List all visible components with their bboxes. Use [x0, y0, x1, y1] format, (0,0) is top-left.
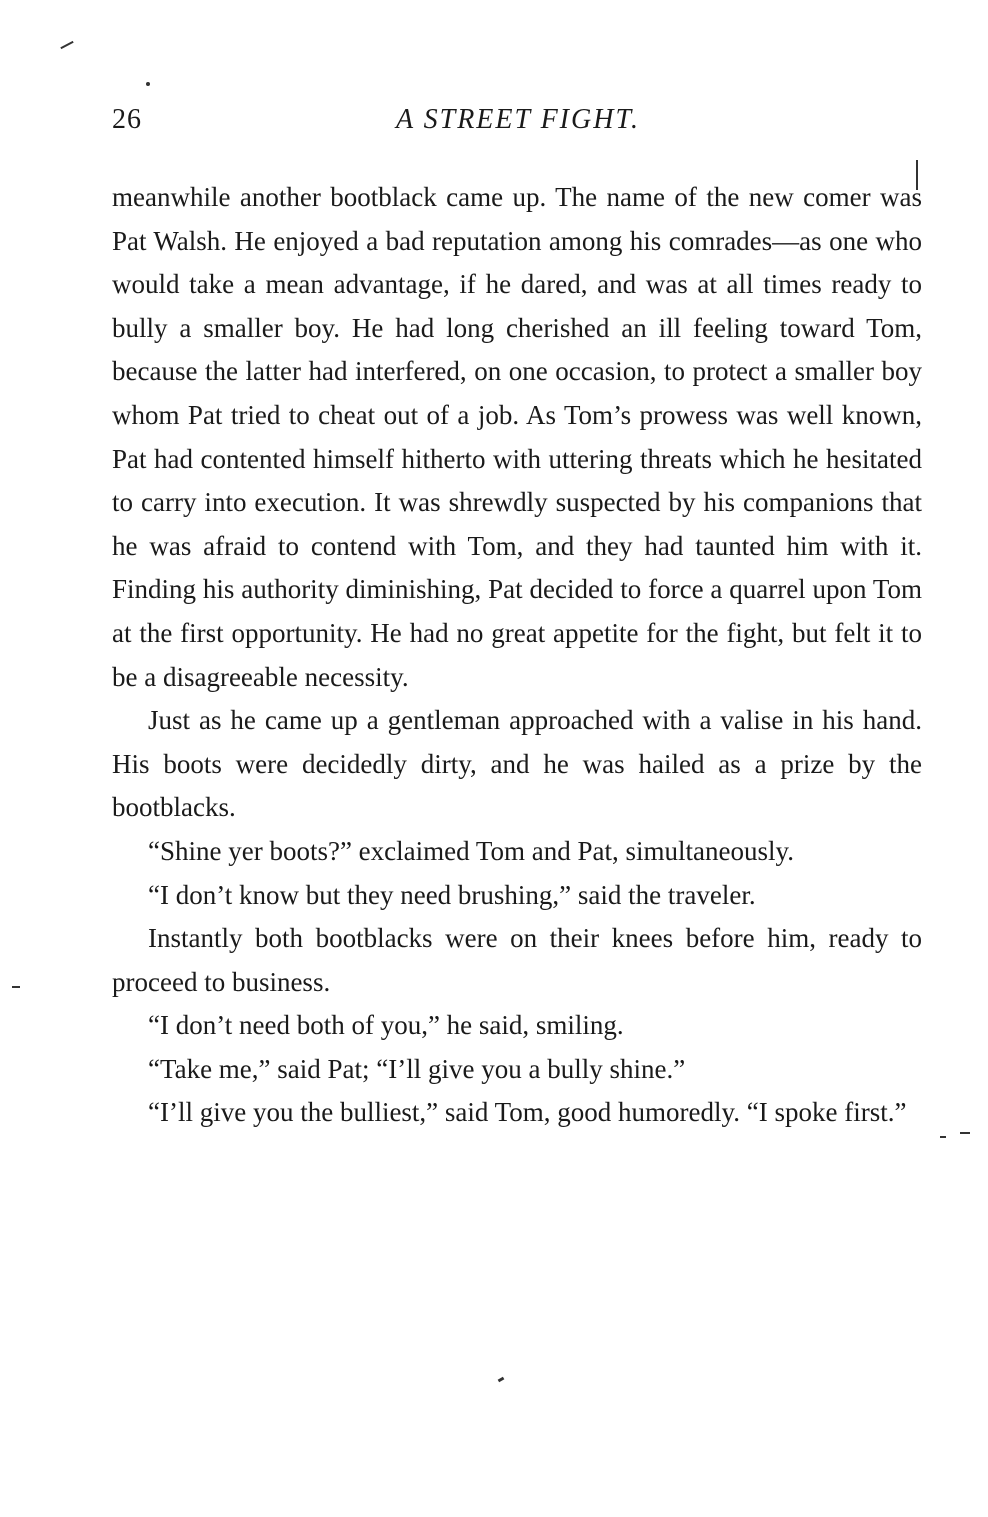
stray-mark	[498, 1377, 505, 1383]
paragraph: Just as he came up a gentleman approached with a valise in his hand. His boots were decidedly dirty, and he was hailed as a prize by the bootblacks.	[112, 705, 922, 823]
stray-mark	[60, 41, 73, 49]
margin-dash	[940, 1136, 946, 1138]
margin-dash	[12, 986, 20, 988]
stray-dot	[146, 82, 150, 86]
page-header	[112, 100, 924, 144]
margin-dash	[960, 1132, 970, 1134]
paragraph: Instantly both bootblacks were on their knees before him, ready to proceed to business.	[112, 923, 922, 997]
body-text	[112, 176, 922, 1135]
paragraph: “Take me,” said Pat; “I’ll give you a bully shine.”	[148, 1053, 686, 1084]
paragraph: “Shine yer boots?” exclaimed Tom and Pat, simultaneously.	[148, 835, 794, 866]
paragraph: “I don’t need both of you,” he said, smiling.	[148, 1010, 624, 1041]
paragraph: “I don’t know but they need brushing,” said the traveler.	[148, 879, 756, 910]
running-title: A STREET FIGHT.	[396, 104, 640, 135]
paragraph: “I’ll give you the bulliest,” said Tom, good humoredly. “I spoke first.”	[148, 1097, 907, 1128]
page-number: 26	[112, 104, 142, 135]
paragraph: meanwhile another bootblack came up. The name of the new comer was Pat Walsh. He enjoyed a bad reputation among his comrades—as one who would take a mean advantage, if he dared, and was at all times ready to bully a smaller boy. He had long cherished an ill feeling toward Tom, because the latter had interfered, on one occasion, to protect a smaller boy whom Pat tried to cheat out of a job. As Tom’s prowess was well known, Pat had contented himself hitherto with uttering threats which he hesitated to carry into execution. It was shrewdly suspected by his companions that he was afraid to contend with Tom, and they had taunted him with it. Finding his authority diminishing, Pat decided to force a quarrel upon Tom at the first opportunity. He had no great appetite for the fight, but felt it to be a disagreeable necessity.	[112, 182, 922, 692]
